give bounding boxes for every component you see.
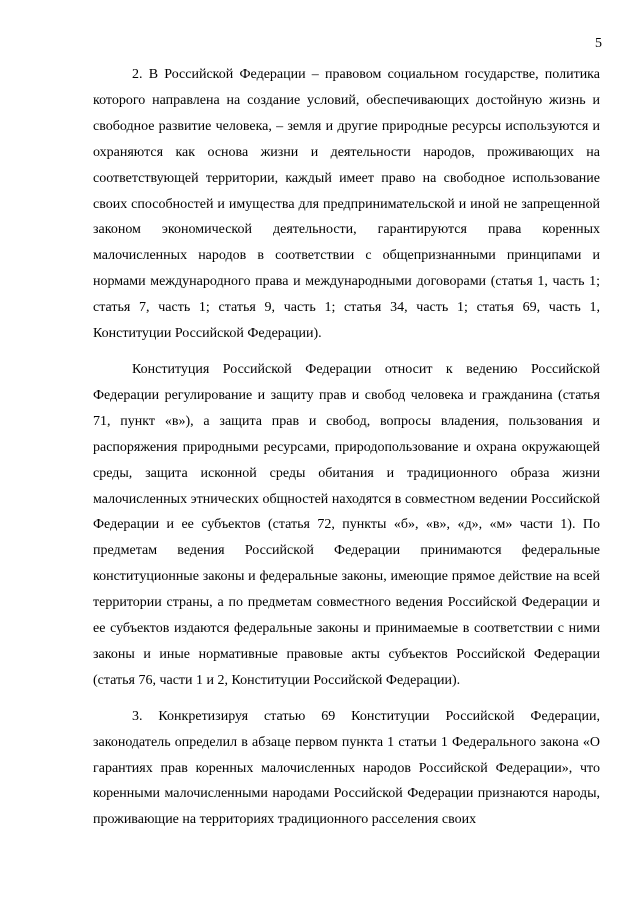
document-body [93, 62, 600, 843]
paragraph-3: 3. Конкретизируя статью 69 Конституции Российской Федерации, законодатель определил в абзаце первом пункта 1 статьи 1 Федерального закона «О гарантиях прав коренных малочисленных народов Российской Федерации», что коренными малочисленными народами Российской Федерации признаются народы, проживающие на территориях традиционного расселения своих [93, 708, 600, 828]
page-number: 5 [595, 36, 602, 51]
paragraph-constitution-competence: Конституция Российской Федерации относит к ведению Российской Федерации регулирование и защиту прав и свобод человека и гражданина (статья 71, пункт «в»), а защита прав и свобод, вопросы владения, пользования и распоряжения природными ресурсами, природопользование и охрана окружающей среды, защита исконной среды обитания и традиционного образа жизни малочисленных этнических общностей находятся в совместном ведении Российской Федерации и ее субъектов (статья 72, пункты «б», «в», «д», «м» части 1). По предметам ведения Российской Федерации принимаются федеральные конституционные законы и федеральные законы, имеющие прямое действие на всей территории страны, а по предметам совместного ведения Российской Федерации и ее субъектов издаются федеральные законы и принимаемые в соответствии с ними законы и иные нормативные правовые акты субъектов Российской Федерации (статья 76, части 1 и 2, Конституции Российской Федерации). [93, 361, 600, 688]
paragraph-2: 2. В Российской Федерации – правовом социальном государстве, политика которого направлена на создание условий, обеспечивающих достойную жизнь и свободное развитие человека, – земля и другие природные ресурсы используются и охраняются как основа жизни и деятельности народов, проживающих на соответствующей территории, каждый имеет право на свободное использование своих способностей и имущества для предпринимательской и иной не запрещенной законом экономической деятельности, гарантируются права коренных малочисленных народов в соответствии с общепризнанными принципами и нормами международного права и международными договорами (статья 1, часть 1; статья 7, часть 1; статья 9, часть 1; статья 34, часть 1; статья 69, часть 1, Конституции Российской Федерации). [93, 67, 600, 342]
